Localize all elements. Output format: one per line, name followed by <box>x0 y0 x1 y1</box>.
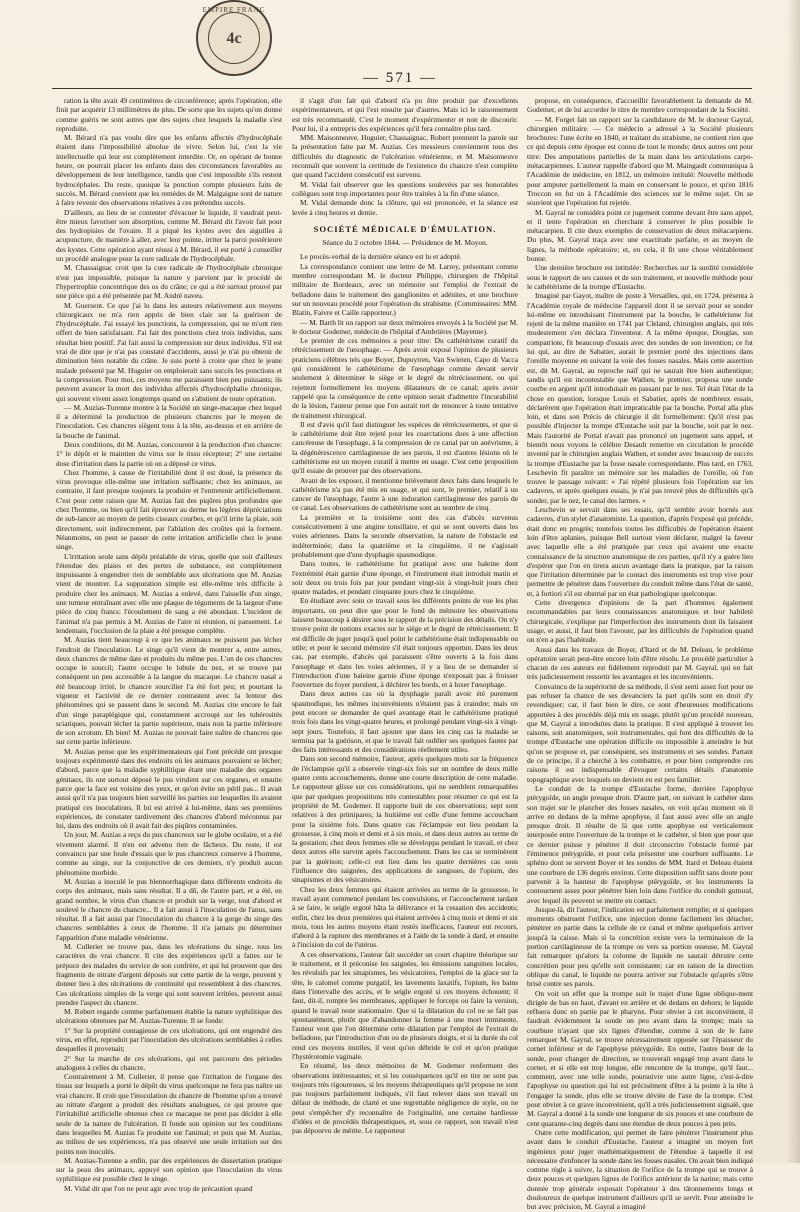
paragraph: — M. Barth lit un rapport sur deux mémoires envoyés à la Société par M. le docteur Godemer, médecin de l'hôpital d'Ambrières (Mayenne). <box>292 317 518 336</box>
paragraph: Il est d'avis qu'il faut distinguer les espèces de rétrécissements, et que si le cathétérisme doit être rejeté pour les coarctations dues à une affection cancéreuse de l'œsophage, à la compression de ce canal par un anévrisme, à la dégénérescence cartilagineuse de ses parois, il est d'autres lésions où le cathétérisme est un moyen curatif à mettre en usage. C'est cette proposition qu'il essaie de prouver par des observations. <box>292 419 518 476</box>
paragraph: M. Cullerier ne trouve pas, dans les ulcérations du singe, tous les caractères du vrai chancre. Il cite des expériences qu'il a faites sur le prépuce des malades du service de son confrère, et qui lui prouvent que des fragments de nitrate d'argent déposés sur cette partie de la verge, peuvent y donner lieu à des ulcérations de continuité qui ressemblent à des chancres. Ces ulcérations simples de la verge qui sont souvent irritées, peuvent aussi prendre l'aspect du chancre. <box>56 942 282 1007</box>
stamp-value: 4c <box>226 30 242 47</box>
paragraph: M. Vidal demande donc la clôture, qui est prononcée, et la séance est levée à cinq heures et demie. <box>292 198 518 217</box>
paragraph: MM. Maisonneuve, Huguier, Chassaignac, Robert prennent la parole sur la présentation faite par M. Auzias. Ces messieurs conviennent tous des difficultés du diagnostic de l'ulcération vénérienne, et M. Maisonneuve reconnaît que souvent la certitude de l'existence du chancre n'est complète que quand l'accident consécutif est survenu. <box>292 133 518 180</box>
paragraph: Jusque-là, dit l'auteur, l'indication est parfaitement remplie; et si quelques moments obstruent l'orifice, une injection donne facilement les détacher, pénétrer en partie dans la cellule de ce canal et même quelquefois arriver jusqu'à la caisse. Mais si la concrétion existe vers la terminaison de la portion cartilagineuse de la trompe ou vers sa portion osseuse, M. Gayral fait remarquer qu'alors la colonne de liquide ne saurait détruire cette concrétion pour peu qu'elle soit consistante; car en raison de la direction oblique du canal, le liquide ne pourra arriver sur l'obstacle qu'après s'être brisé contre ses parois. <box>527 904 753 989</box>
paragraph: L'irritation seule sans dépôt préalable de virus, quelle que soit d'ailleurs l'étendue des plaies et des pertes de substance, est complètement impuissante à engendrer rien de semblable aux ulcérations que M. Auzias vient de montrer. La suppuration simple est elle-même très difficile à produire chez les animaux. M. Auzias a enlevé, dans l'aisselle d'un singe, une tumeur entraînant avec elle une plaque de téguments de la largeur d'une pièce de cinq francs: l'écoulement de sang a été abondant. L'incident de l'animal n'a pas permis à M. Auzias de l'aire ni réunion, ni pansement. Le lendemain, l'occlusion de la plaie a été presque complète. <box>56 551 282 635</box>
paragraph: M. Chassaignac croit que la cure radicale de l'hydrocéphale chronique n'est pas impossible, puisque la nature y parvient par le procédé de l'hypertrophie concentrique des os du crâne; ce qui a été surtout prouvé par une pièce qui a été présentée par M. André naveu. <box>56 263 282 301</box>
paragraph: M. Vidal fait observer que les questions soulevées par ses honorables collègues sont trop importantes pour être traitées à la fin d'une séance. <box>292 179 518 198</box>
paragraph: 2° Sur la marche de ces ulcérations, qui ont parcouru des périodes analogues à celles du chancre. <box>56 1053 282 1072</box>
column-middle <box>292 96 518 1151</box>
paragraph: M. Bérard n'a pas voulu dire que les enfants affectés d'hydrocéphale étaient dans l'impossibilité absolue de vivre. Selon lui, c'est la vie intellectuelle qui leur est complètement interdite. Or, en opérant de bonne heure, on pourrait placer les enfants dans des circonstances favorables au développement de leur intelligence, tandis que c'est impossible s'ils restent hydrocéphales. Du reste, quoique la ponction compte plusieurs faits de succès, M. Bérard convient que les remèdes de M. Malgaigne sont de nature à faire revenir des observations relatives à ces prétendus succès. <box>56 133 282 208</box>
paragraph: M. Vidal dit que l'on ne peut agir avec trop de précaution quand <box>64 1183 253 1193</box>
paragraph: M. Robert regarde comme parfaitement établie la nature syphilitique des ulcérations obtenues par M. Auzias-Turenne. Il se fonde: <box>56 1007 282 1026</box>
paragraph: il s'agit d'un fait qui d'abord n'a pu être produit par d'excellents expérimentateurs, et qui l'est ensuite par d'autres. Mais ici le raisonnement est très recommandé. C'est le moment d'expérimenter et non de discourir. Pour lui, il a entrepris des expériences qu'il fera connaître plus tard. <box>292 96 518 133</box>
paragraph: M. Gayral ne considéra point ce jugement comme devant être sans appel, et il tente l'opération en cherchant à conserver le plus possible le métacarpien. Il cite deux exemples de conservation de deux métacarpiens. Du plus, M. Gayral traça avec une exactitude parfaite, et au moyen de lignes, la méthode opératoire; et, en cela, il fit une chose véritablement bonne. <box>527 207 753 264</box>
paragraph: La première et la troisième sont des cas d'abcès survenus consécutivement à une angine tonsillaire, et qui se sont ouverts dans les voies aériennes. Dans la seconde observation, la nature de l'obstacle est indéterminée; dans la quatrième et la cinquième, il ne s'agissait probablement que d'une dysphagie spasmodique. <box>292 512 518 559</box>
paragraph: — M. Forget fait un rapport sur la candidature de M. le docteur Gayral, chirurgien militaire. — Ce médecin a adressé à la Société plusieurs brochures: l'une écrite en 1840, et traitant du strabisme, ne contient rien que ce qui depuis cette époque est connu de tout le monde; deux autres ont pour titre: Des amputations partielles de la main dans les articulations carpo-métacarpiennes. L'auteur rappelle d'abord que M. Maingault communiqua à l'Académie de médecine, en 1812, un mémoire intitulé: Nouvelle méthode pour amputer partiellement la main en conservant le pouce, et qu'en 1816 Troccon en fut un à l'Académie des sciences sur le même sujet. On se souvient que l'opération fut rejetée. <box>527 114 753 208</box>
paragraph: Dans deux autres cas où la dysphagie paraît avoir été purement spasmodique, les mêmes inconvénients n'étaient pas à craindre; mais on peut encore se demander de quel avantage était le cathétérisme pratiqué trois fois dans les vingt-quatre heures, et prolongé pendant vingt-six à vingt-sept jours. Toutefois, il faut ajouter que dans les cinq cas la maladie se termina par la guérison, et que le travail fait oublier ses quelques fautes par des faits intéressants et des considérations réellement utiles. <box>292 689 518 755</box>
paragraph: Le procès-verbal de la dernière séance est lu et adopté. <box>300 252 462 262</box>
paragraph: M. Auzias a inoculé le pus blennorrhagique dans différents endroits du corps des animaux, mais sans résultat. Il a dû, de l'autre part, et a été, en grand nombre, le virus d'un chancre et produit sur la verge, tout d'abord et soulevé le chancre du chancre... Il a fait aussi à l'inoculation de l'anus, sans résultat. Il a fait aussi par l'inoculation du chancre à la gorge du singe des chancres semblables à ceux de l'homme. Il n'a jamais pu déterminer l'apparition d'une maladie vénérienne. <box>56 876 282 942</box>
paragraph: 1° Sur la propriété contagieuse de ces ulcérations, qui ont engendré des virus, en effet, reproduit par l'inoculation des ulcérations semblables à celles desquelles il provenait; <box>56 1025 282 1054</box>
postage-stamp <box>196 0 272 76</box>
paragraph: M. Auzias tient beaucoup à ce que les animaux ne puissent pas lécher l'endroit de l'inoculation. Le singe qu'il vient de montrer a, entre autres, deux chancres de même date et produits du même pus. L'un de ces chancres occupe le sourcil; l'autre occupe le lobule du nez, et se trouve par conséquent un peu accessible à la langue du macaque. Le chancre nasal a été beaucoup irrité, le chancre sourcilier l'a été fort peu; et pourtant la vigueur et l'activité de ce dernier contrastent avec la lenteur des phénomènes qui se passent dans le second. M. Auzias cite encore le fait d'un singe paraplégique qui, constamment accroupi sur les tubérosités sciatiques, pouvait lécher la partie supérieure, mais non la partie inférieure de son scrotum. Eh bien! M. Auzias ne pouvait faire naître de chancres que sur cette partie inférieure. <box>56 635 282 747</box>
paragraph: Le conduit de la trompe d'Eustache forme, derrière l'apophyse ptérygoïde, un angle presque droit. D'autre part, on suivant le cathéter dans son trajet sur le plancher des fosses nasales, on voit qu'au moment où il arrive en dedans de la même apophyse, il faut aussi avec elle un angle presque droit. Il résulte de là que cette apophyse est verticalement interposée entre l'ouverture de la trompe et le cathéter, si bien que pour que ce dernier puisse y pénétrer il doit circonscrire l'obstacle formé par l'éminence ptérygoïde, et pour cela présenter une courbure suffisante. Le sphéno dont se servent Boyer et les sondes de MM. Itard et Deleau étaient une courbure de 136 degrés environ. Cette disposition suffit sans doute pour parvenir à la hauteur de l'apophyse ptérygoïde, et les instruments la contournent assez pour pénétrer bien loin dans l'orifice du conduit guttural, avec lequel ils peuvent se mettre en contact. <box>527 783 753 905</box>
section-subtitle: Séance du 2 octobre 1844. — Présidence de M. Moyon. <box>322 238 488 248</box>
paragraph: Outre cette modification, qui permet de faire pénétrer l'instrument plus avant dans le conduit d'Eustache, l'auteur a imaginé un moyen fort ingénieux pour juger mathématiquement de l'étendue à laquelle il est nécessaire d'enfoncer la sonde dans les fosses nasales. On avait bien indiqué comme règle à suivre, la situation de l'orifice de la trompe qui se trouve à deux pouces et quelques lignes de l'orifice antérieur de la narine; mais cette donnée trop générale exposait l'opérateur à des tâtonnements longs et douloureux de quelque instrument d'ailleurs qu'il se servît. Pour atteindre le but avec précision, M. Gayral a imaginé <box>527 1127 753 1212</box>
paragraph: Une dernière brochure est intitulée: Recherches sur la surdité considérée sous le rapport de ses causes et de son traitement, et nouvelle méthode pour le cathétérisme de la trompe d'Eustache. <box>527 263 753 291</box>
paragraph: Imaginé par Gayot, maître de poste à Versailles, qui, en 1724, présenta à l'Académie royale de médecine l'appareil dont il se servait pour se sonder lui-même en introduisant l'instrument par la bouche, le cathétérisme fut rejeté de la même manière en 1741 par Cleland, chirurgien anglais, qui très modestement s'en déclara l'inventeur. A la même époque, Douglas, son compatriote, fit beaucoup d'essais avec des sondes de son invention; ce fut lui qui, au dire de Sabatier, aurait le premier porté des injections dans l'oreille moyenne en suivant la voie des fosses nasales. Mais cette assertion est, dit M. Gayral, au reproche naïf qui ne saurait être bien authentique; tandis qu'il est incontestable que Wathen, le premier, proposa une sonde courbe en argent qu'il introduisait en passant par le nez. Tel était l'état de la chose en question, lorsque Louis et Sabatier, après de nombreux essais, déclarèrent que l'opération était impraticable par la bouche. Portal alla plus loin, et dans son Précis de chirurgie il dit formellement: Qu'il n'est pas possible d'injecter la trompe d'Eustache soit par la bouche, soit par le nez. Mais l'autorité de Portal n'avait pas prononcé un jugement sans appel, et bientôt nous voyons le célèbre Desault remettre en circulation le procédé inventé par le chirurgien anglais Wathen, et sonder avec beaucoup de succès la trompe d'Eustache par la fosse nasale correspondante. Plus tard, en 1763, Leschevin fit paraître un mémoire sur les maladies de l'oreille, où l'on trouve le passage suivant: « J'ai répété plusieurs fois l'opération sur les cadavres, et après quelques essais, je n'ai pas trouvé plus de difficultés qu'à sonder, par le nez, le canal des larmes. » <box>527 291 753 505</box>
paragraph: Avant de les exposer, il mentionne brièvement deux faits dans lesquels le cathétérisme n'a pas été mis en usage, et qui sont, le premier, relatif à un cancer de l'œsophage, l'autre à une induration cartilagineuse des parois de ce canal. Les observations de cathétérisme sont au nombre de cinq. <box>292 475 518 513</box>
paragraph: Le premier de ces mémoires a pour titre: Du cathétérisme curatif du rétrécissement de l'œsophage. — Après avoir exposé l'opinion de plusieurs praticiens célèbres tels que Boyer, Dupuytren, Van Swieten, Capo di Vacca qui considèrent le cathétérisme de l'œsophage comme devant servir seulement à déterminer le siège et le degré du rétrécissement, ou qui rejettent formellement les moyens dilatateurs de ce canal; après avoir rappelé que la conséquence de cette opinion serait d'admettre l'incurabilité de la lésion, l'auteur pense que l'on aurait tort de renoncer à toute tentative de traitement chirurgical. <box>292 336 518 420</box>
paragraph: D'ailleurs, au lieu de se contenter d'évacuer le liquide, il vaudrait peut-être mieux favoriser son absorption, comme M. Bérard dit l'avoir fait pour des hydropisies de l'ovaire. Il a piqué les kystes avec des aiguilles à acupuncture, de manière à aller, avec leur pointe, irriter la paroi postérieure des kystes. Cette opération ayant réussi à M. Bérard, il est porté à conseiller un procédé analogue pour la cure radicale de l'hydrocéphale. <box>56 207 282 264</box>
paragraph: On voit un effet que la trompe suit le trajet d'une ligne oblique-ment dirigée de bas en haut, d'avant en arrière et de dedans en dehors; le liquide refluera donc en partie par le pharynx. Pour obvier à cet inconvénient, il faudrait évidemment la sonde un peu avant dans la trompe; mais sa courbure n'ayant que six lignes d'étendue, comme à son de le faire remarquer M. Gayral, se trouve nécessairement opposée sur l'épaisseur du cornet inférieur et de l'apophyse ptérygoïde. En outre, l'autre bout de la sonde, pour changer de direction, se trouverait engagé trop avant dans le cornet, et si elle est trop longue, elle rencontre de la trompe, qu'il faut... comment, avec une telle sonde, poursuivre une autre ligne, c'est-à-dire l'apophyse ou question qui lui est précisément d'être à la pointe à la tête à l'engager la sonde, plus elle se trouve déviée de l'axe de la trompe. C'est pour obvier à ce grave inconvénient, qu'il a très judicieusement signalé, que M. Gayral a donné à la sonde une longueur de six pouces et une courbure de cent quarante-cinq degrés dans une étendue de deux pouces à peu près. <box>527 988 753 1128</box>
paragraph: Chez l'homme, à cause de l'irritabilité dont il est doué, la présence du virus provoque elle-même une irritation suffisante; chez les animaux, au contraire, il faut presque toujours la produire et l'entretenir artificiellement. C'est pour cette raison que M. Auzias fait des piqûres plus profondes que chez l'homme, ou bien qu'il fait éprouver au derme les légères dépréciations de sub-lancer au moyen de petits ciseaux courbes, et qu'il irrite la plaie, soit directement, soit indirectement, par l'ablation des croûtes qui la forment. Néanmoins, on peut se passer de cette irritation artificielle chez le jeune singe. <box>56 467 282 552</box>
paragraph: Aussi dans les travaux de Boyer, d'Itard et de M. Deleau, le problème opératoire serait peut-être encore loin d'être résolu. Le procédé particulier à chacun de ces auteurs est fidèlement reproduit par M. Gayral, qui en fait très judicieusement ressortir les avantages et les inconvénients. <box>527 644 753 682</box>
paragraph: Dans son second mémoire, l'auteur, après quelques mots sur la fréquence de l'éclampsie qu'il a observée vingt-six fois sur un nombre de deux mille quatre cents accouchements, donne une courte description de cette maladie. Le rapporteur glisse sur ces considérations, qui ne semblent remarquables que par quelques propositions très contestables pour résumer ce qui est la propriété de M. Godemer. Il rapporte huit de ces observations; sept sont relatives à des primipares; la huitième est celle d'une femme accouchant pour la sixième fois. Dans quatre cas l'éclampsie eut lieu pendant la grossesse, à cinq mois et demi et à six mois, et dans deux autres au terme de la gestation; chez deux femmes elle se développa pendant le travail, et chez deux autres elle survint après l'accouchement. Dans les cas se terminèrent par la guérison; celle-ci eut lieu dans les quatre dernières cas sous l'influence des saignées, des applications de sangsues, de l'opium, des sinapismes et des vésicatoires. <box>292 754 518 885</box>
paragraph: Leschevin se servait dans ses essais, qu'il semble avoir bornés aux cadavres, d'un stylet d'anatomiste. La question, d'après l'exposé qui précède, était donc en progrès; toutefois toutes les difficultés de l'opération étaient loin d'être aplanies, puisque Bell surtout vient déclarer, malgré la faveur avec laquelle elle a été pratiquée par ceux qui avaient une exacte connaissance de la structure anatomique de ces parties, qu'il n'y a guère lieu d'espérer que l'on en tirera aucun avantage dans la pratique, par la raison que l'irritation déterminée par le contact des instruments est trop vive pour permettre de pénétrer dans l'ouverture du conduit même dans l'état de santé, et, à fortiori s'il est obstrué par un état pathologique quelconque. <box>527 505 753 598</box>
paragraph: Cette divergence d'opinions de la part d'hommes également recommandables par leurs connaissances anatomiques et leur habileté chirurgicale, s'explique par l'imperfection des instruments dont ils faisaient usage, et aussi, il faut bien l'avouer, par les difficultés de l'opération quand on n'en a pas l'habitude. <box>527 598 753 645</box>
paragraph: Convaincu de la supériorité de sa méthode, il s'est senti assez fort pour ne pas refuser la chance de ses devanciers la part qu'ils sont en droit d'y revendiquer; car, il faut bien le dire, ce sont d'heureuses modifications apportées à des procédés déjà mis en usage, plutôt qu'un procédé nouveau, que M. Gayral a introduites dans la pratique. Il s'est appliqué à trouver les raisons, soit anatomiques, soit instrumentales, qui font des difficultés de la trompe d'Eustache une opération difficile ou impossible à atteindre le but qu'on se propose et, par conséquent, ses instruments et ses sondes. Partant de ce principe, il a cherché à les combattre, et pour bien comprendre ces raisons il est indispensable d'évoquer certains détails d'anatomie topographique avec lesquels on devient en est peu familier. <box>527 681 753 784</box>
stamp-country: EMPIRE FRANC <box>202 6 266 14</box>
paragraph: La correspondance contient une lettre de M. Larrey, présentant comme membre correspondant M. le docteur Philippe, chirurgien de l'hôpital militaire de Bordeaux, avec un mémoire sur l'emploi de l'extrait de belladone dans le traitement des ganglionites et adénites, et une brochure sur un nouveau procédé pour l'opération du strabisme. (Commissaires: MM. Blatin, Faivre et Caille rapporteur.) <box>292 261 518 318</box>
paragraph: En résumé, les deux mémoires de M. Godemer renferment des observations intéressantes; et si les conséquences qu'il en tire ne sont pas toujours très rigoureuses, si les moyens thérapeutiques qu'il propose ne sont pas toujours parfaitement indiqués, s'il faut relever dans son travail un défaut de méthode, de clarté et une regrettable négligence de style, on ne peut s'empêcher d'y reconnaître de l'originalité, une certaine hardiesse d'idées et de procédés thérapeutiques, et, sous ce rapport, son travail n'est pas dépourvu de mérite. Le rapporteur <box>292 1061 518 1136</box>
paragraph: Chez les deux femmes qui étaient arrivées au terme de la grossesse, le travail ayant commencé pendant les convulsions, et l'accouchement tardant à se faire, le seigle ergoté hâta la délivrance et la cessation des accidents; enfin, chez les deux premières qui étaient arrivées à cinq mois et demi et six mois, tous les autres moyens étant restés inefficaces, l'auteur eut recours, d'abord à la rupture des membranes et à l'aide de la sonde à dard, et ensuite à l'incision du col de l'utérus. <box>292 884 518 950</box>
header-rule <box>52 88 752 89</box>
paragraph: Un jour, M. Auzias a reçu du pus chancreux sur le globe oculaire, et a été vivement alarmé. Il n'en est advenu rien de fâcheux. Du reste, il est convaincu par une foule d'essais que le pus chancreux conserve à l'homme, comme au singe, sur la conjonctive de ces derniers, n'y produit aucun phénomène morbide. <box>56 830 282 877</box>
paragraph: — M. Auzias-Turenne montre à la Société un singe-macaque chez lequel il a déterminé la production de plusieurs chancres par le moyen de l'inoculation. Ces chancres siègent tous à la tête, au-dessus et en arrière de la bouche de l'animal. <box>56 402 282 440</box>
paragraph: Dans toutes, le cathétérisme fut pratiqué avec une baleine dont l'extrémité était garnie d'une éponge, et l'instrument était introduit matin et soir deux ou trois fois par jour pendant vingt-six à vingt-huit jours chez quatre malades, et pendant cinquante jours chez le cinquième. <box>292 559 518 597</box>
paragraph: M. Auzias-Turenne a enfin, par des expériences de dissertation pratique sur la peau des animaux, appuyé son opinion que l'inoculation du virus syphilitique est possible chez le singe. <box>56 1155 282 1184</box>
page-number: — 571 — <box>363 70 437 86</box>
paragraph: propose, en conséquence, d'accueillir favorablement la demande de M. Godemer, et de lui accorder le titre de membre correspondant de la Société. <box>527 96 753 115</box>
column-right <box>527 96 753 1212</box>
paragraph: A ces observations, l'auteur fait succéder un court chapitre théorique sur le traitement, et il préconise les saignées, les émissions sanguines locales, les révulsifs par les sinapismes, les vésicatoires, l'emploi de la glace sur la tête, le calomel comme purgatif, les lavements laxatifs, l'opium, les bains dans l'intervalle des accès, et le seigle ergoté si ces moyens échouent; il faut, dit-il, rompre les membranes, appliquer le forceps ou faire la version, quand le travail reste stationnaire. Que si la dilatation du col ne se fait pas spontanément, plutôt que d'abandonner la femme à une mort imminente, l'auteur veut que l'on détermine cette dilatation par l'emploi de l'extrait de belladone, par l'introduction d'un ou de plusieurs doigts, et si la durée du col rend ces moyens inutiles, il veut qu'on débride le col et qu'on pratique l'hystérotomie vaginale. <box>292 949 518 1061</box>
paragraph: Deux conditions, dit M. Auzias, concourent à la production d'un chancre: 1° le dépôt et le maintien du virus sur le tissu récepteur; 2° une certaine dose d'irritation dans la partie où on a déposé ce virus. <box>56 439 282 468</box>
section-title: SOCIÉTÉ MÉDICALE D'ÉMULATION. <box>313 223 497 234</box>
paragraph: En étudiant avec soin ce travail sous les différents points de vue les plus importants, on peut dire que pour le fond du mémoire les observations laissent beaucoup à désirer sous le rapport de la précision des détails. On n'y trouve point de notions exactes sur le siège et le degré de rétrécissement. Il est difficile de juger jusqu'à quel point le cathétérisme était indispensable ou utile; et pour le second mémoire s'il était toujours opportun. Dans les deux cas, par exemple, d'abcès qui paraissent s'être ouverts à la fois dans l'œsophage et dans les voies aériennes, il y a lieu de se demander si l'introduction d'une baleine garnie d'une éponge n'exposait pas à froisser l'ouverture du foyer purulent, à déchirer les bords, et à luxer l'œsophage. <box>292 596 518 690</box>
paragraph: M. Auzias pense que les expérimentateurs qui l'ont précédé ont presque toujours expérimenté dans des endroits où les animaux pouvaient se lécher; d'abord, parce que la maladie syphilitique étant une maladie des organes génitaux, ils ont surtout déposé le pus virulent sur ces organes, et ensuite parce que la face est voisine des yeux, et qu'on évite un péril pas... Il avait aussi qu'il n'a pas toujours bien surveillé les parties sur lesquelles ils avaient pratiqué ces inoculations. Il lui est arrivé à lui-même, dans ses premières expériences, de constater tardivement des chancres d'abord méconnus par lui, dans des endroits où il avait fait des piqûres contaminées. <box>56 746 282 831</box>
paragraph: Contrairement à M. Cullerier, il pense que l'irritation de l'organe des tissus sur lesquels a porté le dépôt du virus quelconque ne fera pas naître un vrai chancre. Il croit que l'inoculation du chancre de l'homme qu'on a trouvé au nitrate d'argent a produit des résultats analogues, ce qui prouve que l'irritabilité artificielle obtenue chez ce macaque ne peut pas décider à elle seule de la nature de l'ulcération. Il fonde son opinion sur les conditions dans lesquelles M. Auzias l'a produite sur l'animal; et puis que M. Auzias, au milieu de ses expériences, n'a pas observé une seule irritation sur des points non inoculés. <box>56 1072 282 1156</box>
page-edge-shadow <box>786 0 800 1163</box>
paragraph: ration la tête avait 49 centimètres de circonférence; après l'opération, elle finit par acquérir 13 millimètres de plus. De sorte que les sujets qu'on donne comme guéris ne sont autres que des sujets chez lesquels la maladie s'est reproduite. <box>56 96 282 133</box>
column-left <box>56 96 282 1193</box>
paragraph: M. Guersent. Ce que j'ai lu dans les auteurs relativement aux moyens chirurgicaux ne m'a rien appris de bien clair sur la guérison de l'hydrocéphale. J'ai essayé les ponctions, la compression, qui ne m'ont rien offert de bien satisfaisant. J'ai fait des ponctions chez trois individus, sans résultat bien positif. J'ai fait aussi la compression sur deux individus. S'il est vrai de dire que je n'ai pas constaté d'accidents, aussi je n'ai pu obtenir de diminution bien notable du crâne. Je suis porté à croire que chez le jeune malade présenté par M. Huguier on emploierait sans succès les ponctions et la compression. Pour moi, ces moyens me paraissent bien peu puissants; ils peuvent avancer la mort des individus affectés d'hydrocéphalie chronique, qui souvent vivent assez longtemps quand on s'abstient de toute opération. <box>56 300 282 403</box>
